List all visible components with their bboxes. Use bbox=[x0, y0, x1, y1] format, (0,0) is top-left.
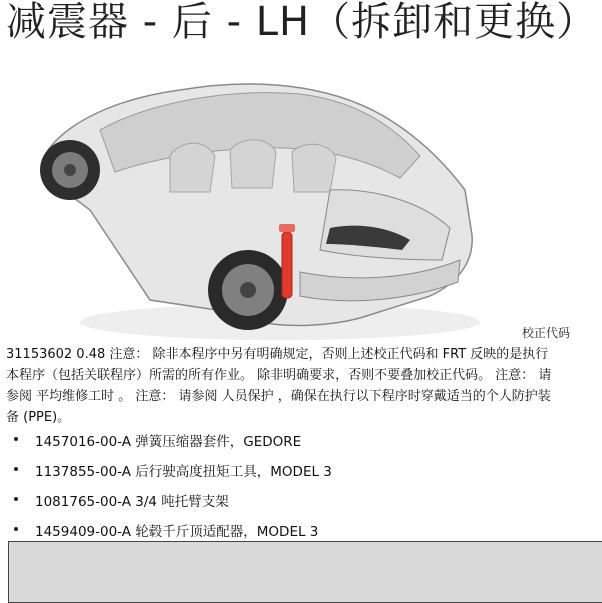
page-title: 减震器 - 后 - LH（拆卸和更换） bbox=[6, 0, 598, 45]
car-rear-xray-drawing bbox=[30, 60, 480, 345]
content-box bbox=[8, 541, 602, 603]
vehicle-illustration bbox=[30, 60, 480, 345]
front-wheel bbox=[40, 140, 100, 200]
tool-text: 1459409-00-A 轮毂千斤顶适配器，MODEL 3 bbox=[35, 524, 319, 540]
notes-line: 本程序（包括关联程序）所需的所有作业。 除非明确要求，否则不要叠加校正代码。 注意： 请 bbox=[6, 368, 552, 383]
tool-text: 1457016-00-A 弹簧压缩器套件，GEDORE bbox=[35, 434, 302, 450]
notes-line: 参阅 平均维修工时 。 注意： 请参阅 人员保护 ，确保在执行以下程序时穿戴适当的个人防护装 bbox=[6, 389, 551, 404]
correction-notes bbox=[6, 344, 602, 428]
bullet-icon bbox=[14, 497, 18, 501]
notes-line: 备 (PPE)。 bbox=[6, 410, 71, 425]
correction-code-label: 校正代码 bbox=[522, 326, 571, 340]
tool-text: 1081765-00-A 3/4 吨托臂支架 bbox=[35, 494, 229, 510]
bullet-icon bbox=[14, 527, 18, 531]
rear-wheel-lh bbox=[208, 250, 288, 330]
notes-line: 31153602 0.48 注意： 除非本程序中另有明确规定，否则上述校正代码和 FRT 反映的是执行 bbox=[6, 347, 549, 362]
bullet-icon bbox=[14, 467, 18, 471]
car-interior bbox=[170, 143, 215, 192]
bullet-icon bbox=[14, 437, 18, 441]
shock-absorber-highlight bbox=[282, 232, 292, 298]
tool-text: 1137855-00-A 后行驶高度扭矩工具，MODEL 3 bbox=[35, 464, 332, 480]
